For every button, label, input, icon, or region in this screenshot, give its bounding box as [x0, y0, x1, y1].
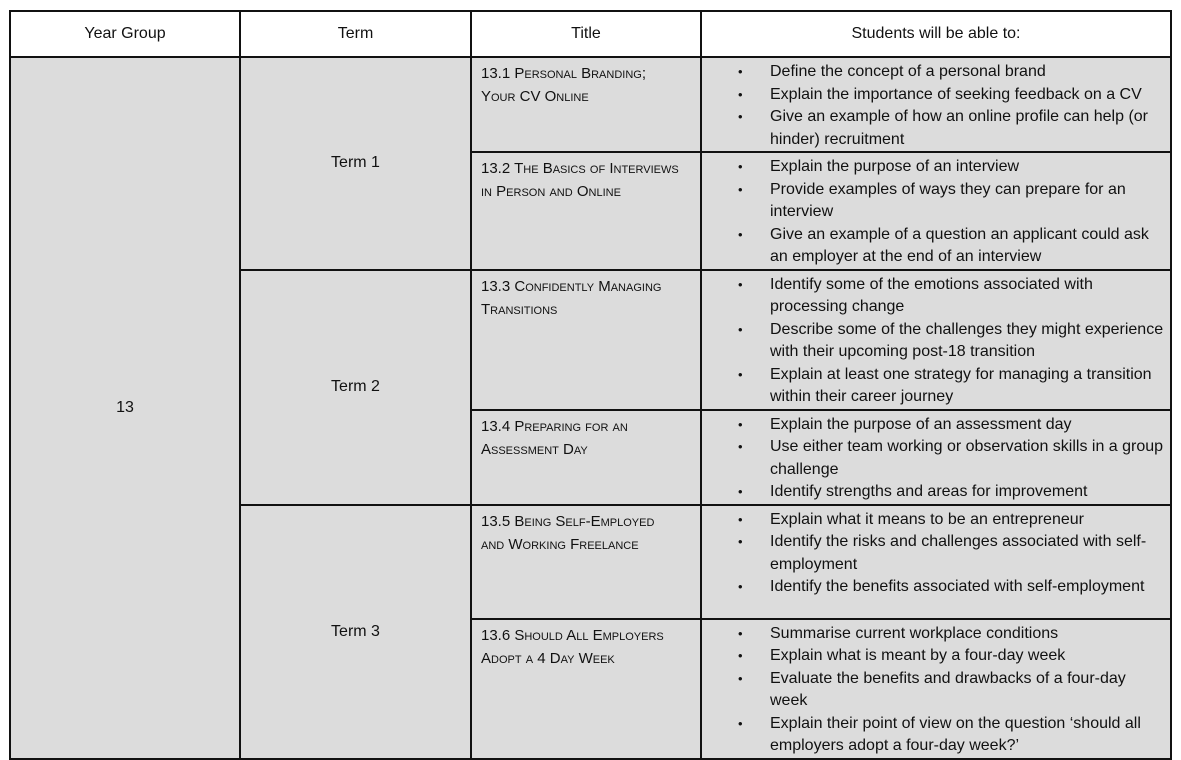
curriculum-table: [9, 10, 1172, 760]
lesson-title: [471, 410, 701, 505]
lesson-title: [471, 505, 701, 619]
outcome-text: Give an example of how an online profile can help (or hinder) recruitment: [770, 108, 1148, 148]
lesson-title-line2: Assessment Day: [481, 440, 588, 458]
outcome-item: [702, 713, 1166, 758]
outcome-text: Explain the purpose of an interview: [770, 158, 1020, 175]
outcome-item: [702, 576, 1166, 599]
lesson-title-line1: 13.5 Being Self-Employed: [481, 512, 655, 530]
outcome-text: Explain their point of view on the question ‘should all employers adopt a four-day week?’: [770, 714, 1141, 754]
outcome-item: [702, 436, 1166, 481]
bullet-icon: •: [738, 276, 743, 292]
outcome-item: [702, 106, 1166, 151]
outcome-item: [702, 623, 1166, 646]
bullet-icon: •: [738, 64, 743, 79]
bullet-icon: •: [738, 86, 743, 102]
outcome-text: Use either team working or observation skills in a group challenge: [770, 438, 1164, 478]
outcome-text: Identify some of the emotions associated with processing change: [770, 275, 1093, 315]
lesson-title-line1: 13.2 The Basics of Interviews: [481, 160, 679, 177]
term-cell: Term 1: [240, 57, 471, 270]
lesson-outcomes: [701, 410, 1171, 505]
outcome-item: [702, 61, 1166, 84]
lesson-title-line2: Transitions: [481, 300, 558, 318]
lesson-title-line2: Adopt a 4 Day Week: [481, 649, 615, 667]
bullet-icon: •: [738, 366, 743, 382]
lesson-outcomes: [701, 505, 1171, 619]
outcome-text: Provide examples of ways they can prepare for an interview: [770, 180, 1126, 220]
outcome-list: [702, 274, 1166, 409]
lesson-title: [471, 152, 701, 270]
outcome-text: Identify the risks and challenges associated with self-employment: [770, 533, 1147, 573]
outcome-text: Explain what is meant by a four-day week: [770, 647, 1066, 664]
header-row: [10, 11, 1171, 57]
outcome-list: [702, 414, 1166, 504]
lesson-title-line2: and Working Freelance: [481, 535, 639, 553]
lesson-title: [471, 270, 701, 410]
lesson-row: [10, 57, 1171, 152]
outcome-text: Explain at least one strategy for managing a transition within their career journey: [770, 365, 1152, 405]
bullet-icon: •: [738, 511, 743, 527]
outcome-text: Evaluate the benefits and drawbacks of a four-day week: [770, 669, 1126, 709]
header-year-group: Year Group: [10, 11, 240, 57]
outcome-item: [702, 224, 1166, 269]
bullet-icon: •: [738, 226, 743, 242]
outcome-item: [702, 414, 1166, 437]
lesson-outcomes: [701, 57, 1171, 152]
bullet-icon: •: [738, 484, 743, 499]
lesson-title-line1: 13.3 Confidently Managing: [481, 277, 662, 295]
term-cell: Term 3: [240, 505, 471, 759]
bullet-icon: •: [738, 534, 743, 549]
bullet-icon: •: [738, 159, 743, 174]
lesson-title-line1: 13.1 Personal Branding;: [481, 65, 647, 82]
bullet-icon: •: [738, 181, 743, 197]
lesson-title: [471, 619, 701, 759]
header-outcomes: Students will be able to:: [701, 11, 1171, 57]
outcome-text: Explain the purpose of an assessment day: [770, 415, 1072, 433]
curriculum-table-container: [9, 10, 1170, 754]
outcome-item: [702, 364, 1166, 409]
outcome-item: [702, 156, 1166, 179]
bullet-icon: •: [738, 109, 743, 124]
bullet-icon: •: [738, 416, 743, 432]
outcome-text: Identify strengths and areas for improvement: [770, 483, 1088, 500]
lesson-title-line1: 13.4 Preparing for an: [481, 417, 628, 435]
outcome-list: [702, 509, 1166, 599]
outcome-item: [702, 274, 1166, 319]
header-term: Term: [240, 11, 471, 57]
bullet-icon: •: [738, 670, 743, 686]
bullet-icon: •: [738, 715, 743, 731]
outcome-text: Explain what it means to be an entrepreneur: [770, 510, 1084, 528]
outcome-text: Describe some of the challenges they might experience with their upcoming post-18 transition: [770, 320, 1164, 360]
bullet-icon: •: [738, 625, 743, 641]
outcome-text: Explain the importance of seeking feedback on a CV: [770, 85, 1142, 103]
term-cell: Term 2: [240, 270, 471, 505]
lesson-title-line2: in Person and Online: [481, 183, 621, 200]
outcome-item: [702, 179, 1166, 224]
outcome-item: [702, 509, 1166, 532]
outcome-list: [702, 61, 1166, 151]
lesson-outcomes: [701, 152, 1171, 270]
bullet-icon: •: [738, 321, 743, 337]
outcome-item: [702, 668, 1166, 713]
outcome-text: Identify the benefits associated with self-employment: [770, 578, 1145, 595]
outcome-item: [702, 645, 1166, 668]
outcome-item: [702, 531, 1166, 576]
lesson-title-line2: Your CV Online: [481, 88, 589, 105]
outcome-text: Give an example of a question an applicant could ask an employer at the end of an interview: [770, 225, 1149, 265]
outcome-item: [702, 319, 1166, 364]
outcome-list: [702, 623, 1166, 758]
header-title: Title: [471, 11, 701, 57]
lesson-title: [471, 57, 701, 152]
outcome-list: [702, 156, 1166, 269]
outcome-item: [702, 481, 1166, 504]
outcome-item: [702, 84, 1166, 107]
bullet-icon: •: [738, 579, 743, 594]
outcome-text: Summarise current workplace conditions: [770, 624, 1059, 642]
bullet-icon: •: [738, 439, 743, 454]
lesson-outcomes: [701, 270, 1171, 410]
lesson-title-line1: 13.6 Should All Employers: [481, 626, 664, 644]
outcome-text: Define the concept of a personal brand: [770, 63, 1046, 80]
bullet-icon: •: [738, 648, 743, 663]
lesson-outcomes: [701, 619, 1171, 759]
year-group-cell: 13: [10, 57, 240, 759]
